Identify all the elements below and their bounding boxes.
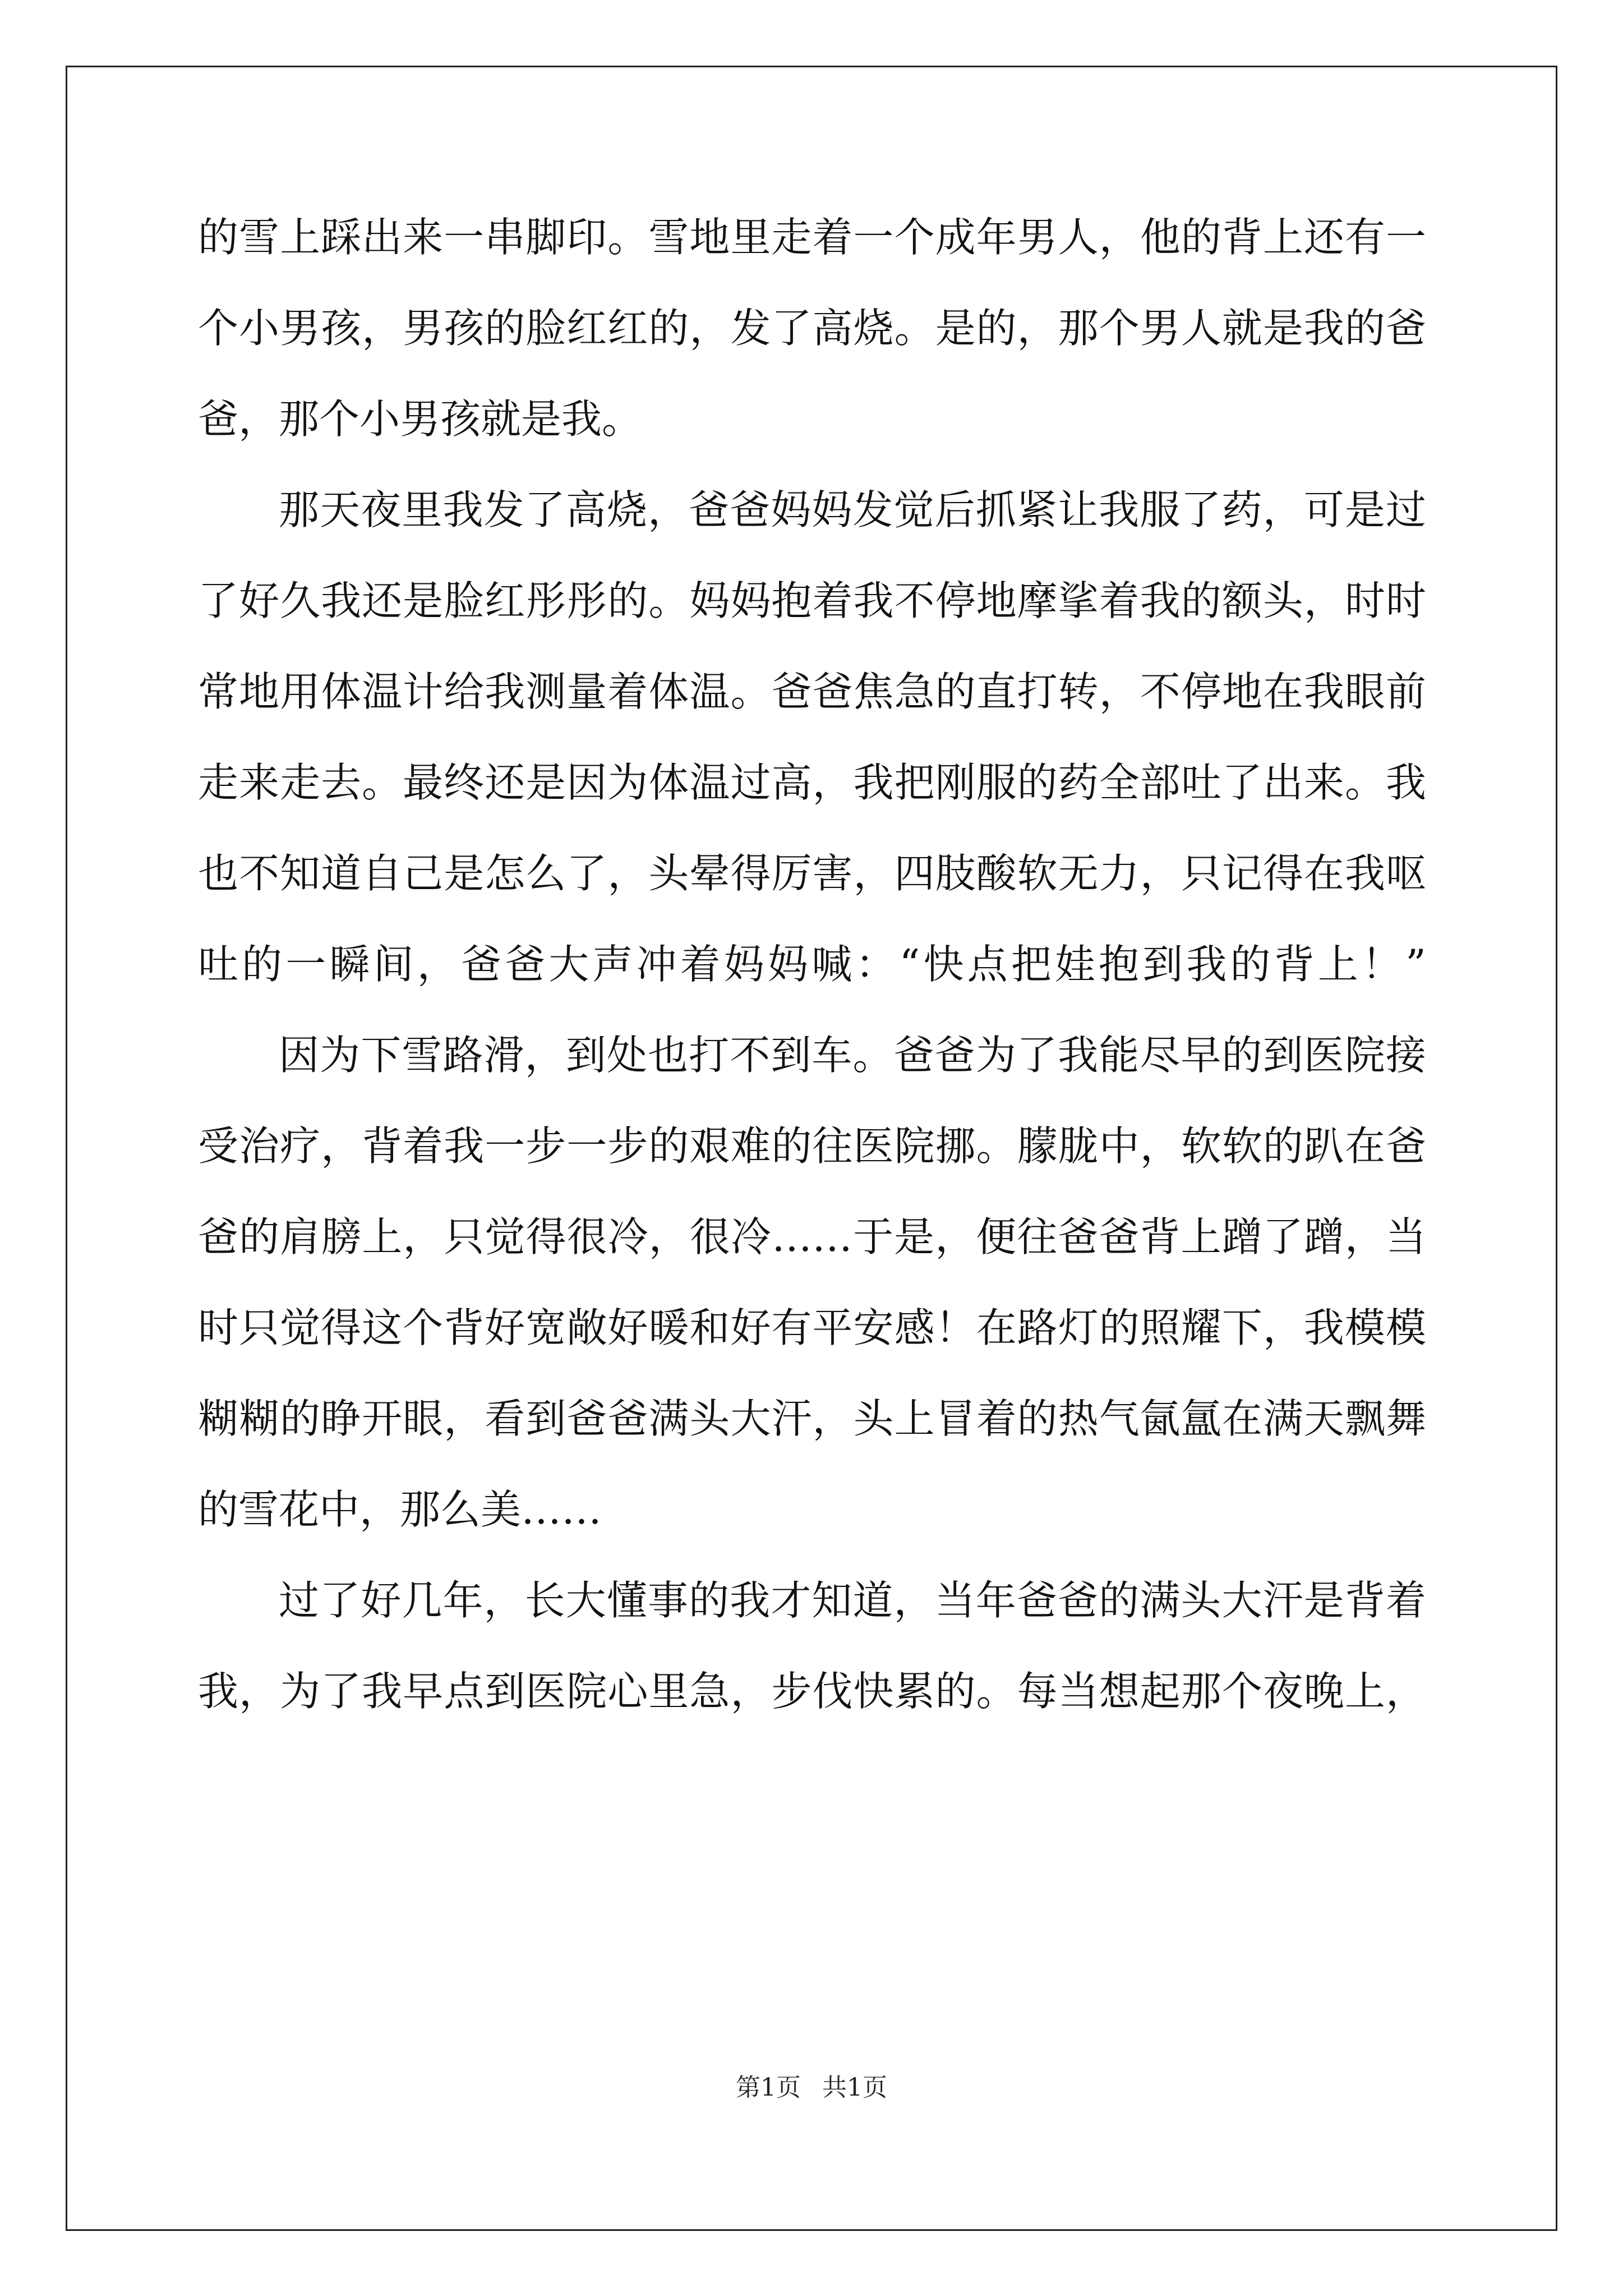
text-line: 的雪花中，那么美…… xyxy=(198,1486,602,1533)
text-line: 那天夜里我发了高烧，爸爸妈妈发觉后抓紧让我服了药，可是过 xyxy=(279,486,1426,533)
page-number-total: 共1页 xyxy=(822,2073,887,2102)
page-number-current: 第1页 xyxy=(736,2073,801,2102)
text-line: 常地用体温计给我测量着体温。爸爸焦急的直打转，不停地在我眼前 xyxy=(198,668,1426,715)
page-footer xyxy=(0,2071,1623,2105)
text-line: 糊糊的睁开眼，看到爸爸满头大汗，头上冒着的热气氤氲在满天飘舞 xyxy=(198,1395,1426,1442)
text-line: 走来走去。最终还是因为体温过高，我把刚服的药全部吐了出来。我 xyxy=(198,759,1426,806)
text-line: 受治疗，背着我一步一步的艰难的往医院挪。朦胧中，软软的趴在爸 xyxy=(198,1122,1426,1170)
text-line: 吐的一瞬间，爸爸大声冲着妈妈喊：“快点把娃抱到我的背上！” xyxy=(198,941,1426,988)
text-line: 爸的肩膀上，只觉得很冷，很冷……于是，便往爸爸背上蹭了蹭，当 xyxy=(198,1213,1426,1260)
text-line: 的雪上踩出来一串脚印。雪地里走着一个成年男人，他的背上还有一 xyxy=(198,214,1426,261)
text-line: 了好久我还是脸红彤彤的。妈妈抱着我不停地摩挲着我的额头，时时 xyxy=(198,577,1426,624)
text-line: 我，为了我早点到医院心里急，步伐快累的。每当想起那个夜晚上， xyxy=(198,1668,1426,1715)
text-line: 爸，那个小男孩就是我。 xyxy=(198,395,643,443)
text-line: 也不知道自己是怎么了，头晕得厉害，四肢酸软无力，只记得在我呕 xyxy=(198,850,1426,897)
text-line: 过了好几年，长大懂事的我才知道，当年爸爸的满头大汗是背着 xyxy=(279,1577,1426,1624)
text-line: 时只觉得这个背好宽敞好暖和好有平安感！在路灯的照耀下，我模模 xyxy=(198,1304,1426,1351)
text-line: 个小男孩，男孩的脸红红的，发了高烧。是的，那个男人就是我的爸 xyxy=(198,305,1426,352)
text-line: 因为下雪路滑，到处也打不到车。爸爸为了我能尽早的到医院接 xyxy=(279,1032,1426,1079)
